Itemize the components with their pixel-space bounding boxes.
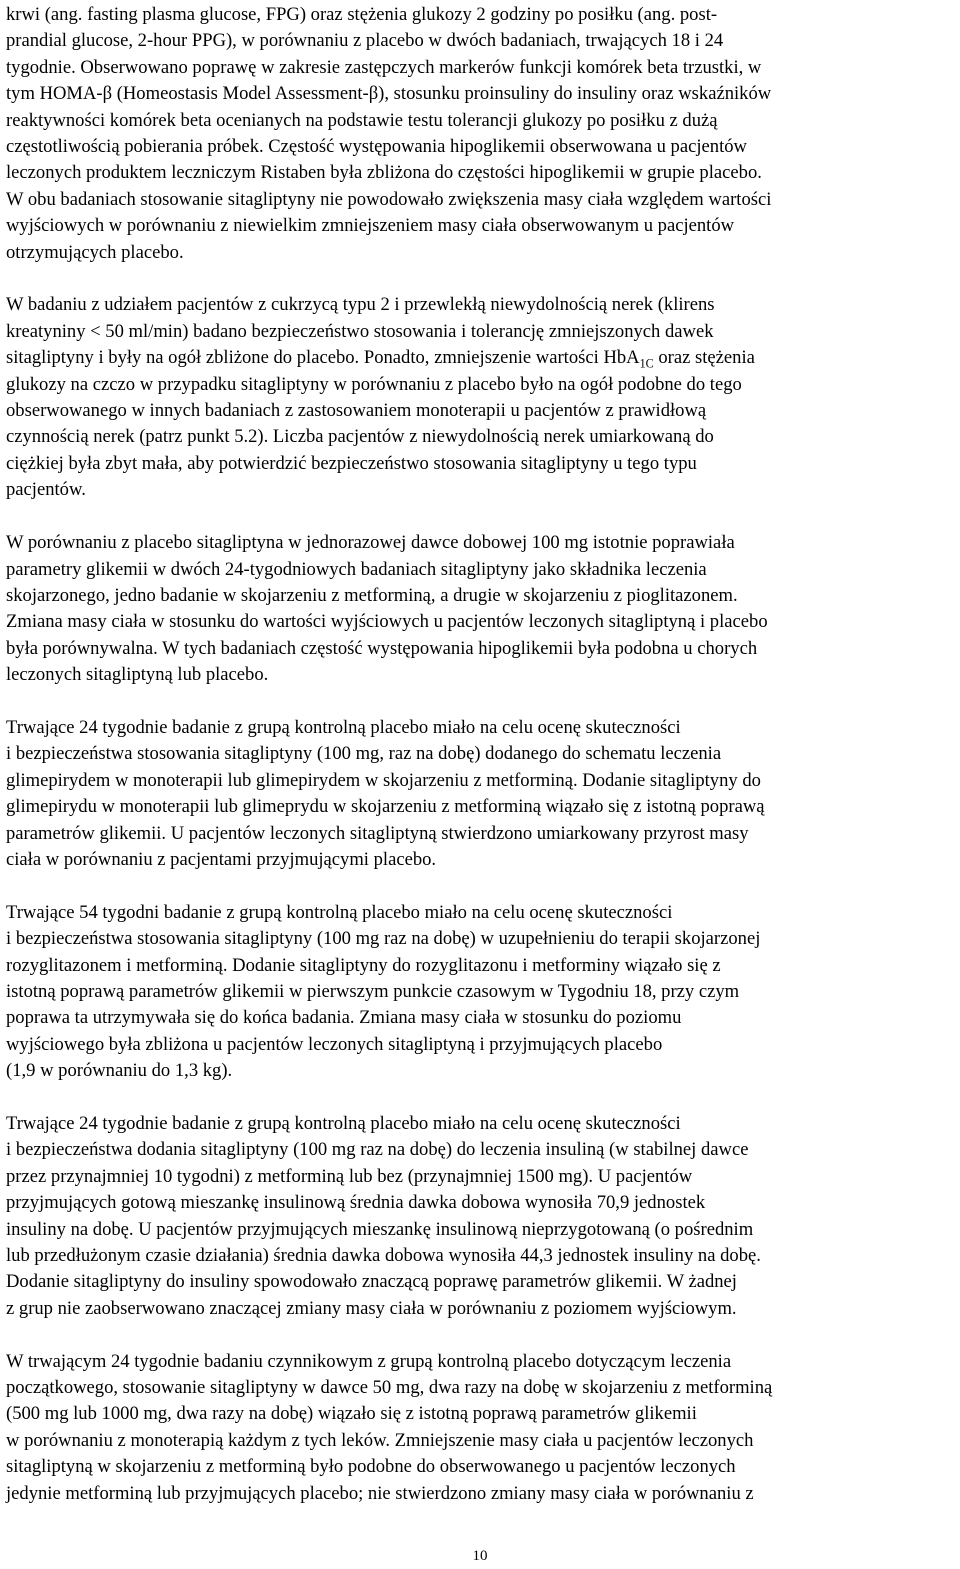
paragraph-insulin-study: Trwające 24 tygodnie badanie z grupą kontrolną placebo miało na celu ocenę skuteczności i bezpieczeństwa dodania sitagliptyny (100 mg raz na dobę) do leczenia insuliną (w stabilnej dawce przez przynajmniej 10 tygodni) z metforminą lub bez (przynajmniej 1500 mg). U pacjentów przyjmujących gotową mieszankę insulinową średnia dawka dobowa wynosiła 70,9 jednostek insuliny na dobę. U pacjentów przyjmujących mieszankę insulinową nieprzygotowaną (o pośrednim lub przedłużonym czasie działania) średnia dawka dobowa wynosiła 44,3 jednostek insuliny na dobę. Dodanie sitagliptyny do insuliny spowodowało znaczącą poprawę parametrów glikemii. W żadnej z grup nie zaobserwowano znaczącej zmiany masy ciała w porównaniu z poziomem wyjściowym. xyxy=(6,1112,761,1319)
paragraph-rosiglitazone-study: Trwające 54 tygodni badanie z grupą kontrolną placebo miało na celu ocenę skuteczności i bezpieczeństwa stosowania sitagliptyny (100 mg raz na dobę) w uzupełnieniu do terapii skojarzonej rozyglitazonem i metforminą. Dodanie sitagliptyny do rozyglitazonu i metforminy wiązało się z istotną poprawą parametrów glikemii w pierwszym punkcie czasowym w Tygodniu 18, przy czym poprawa ta utrzymywała się do końca badania. Zmiana masy ciała w stosunku do poziomu wyjściowego była zbliżona u pacjentów leczonych sitagliptyną i przyjmujących placebo (1,9 w porównaniu do 1,3 kg). xyxy=(6,901,761,1082)
document-body xyxy=(6,2,952,1533)
paragraph-factorial-study: W trwającym 24 tygodnie badaniu czynnikowym z grupą kontrolną placebo dotyczącym leczenia początkowego, stosowanie sitagliptyny w dawce 50 mg, dwa razy na dobę w skojarzeniu z metforminą (500 mg lub 1000 mg, dwa razy na dobę) wiązało się z istotną poprawą parametrów glikemii w porównaniu z monoterapią każdym z tych leków. Zmniejszenie masy ciała u pacjentów leczonych sitagliptyną w skojarzeniu z metforminą było podobne do obserwowanego u pacjentów leczonych jedynie metforminą lub przyjmujących placebo; nie stwierdzono zmiany masy ciała w porównaniu z xyxy=(6,1350,773,1504)
paragraph-glycemic-markers: krwi (ang. fasting plasma glucose, FPG) oraz stężenia glukozy 2 godziny po posiłku (ang. post- prandial glucose, 2-hour PPG), w porównaniu z placebo w dwóch badaniach, trwających 18 i 24 tygodnie. Obserwowano poprawę w zakresie zastępczych markerów funkcji komórek beta trzustki, w tym HOMA-β (Homeostasis Model Assessment-β), stosunku proinsuliny do insuliny oraz wskaźników reaktywności komórek beta ocenianych na podstawie testu tolerancji glukozy po posiłku z dużą częstotliwością pobierania próbek. Częstość występowania hipoglikemii obserwowana u pacjentów leczonych produktem leczniczym Ristaben była zbliżona do częstości hipoglikemii w grupie placebo. W obu badaniach stosowanie sitagliptyny nie powodowało zwiększenia masy ciała względem wartości wyjściowych w porównaniu z niewielkim zmniejszeniem masy ciała obserwowanym u pacjentów otrzymujących placebo. xyxy=(6,4,772,263)
page-number: 10 xyxy=(472,1548,488,1564)
paragraph-combination-therapy: W porównaniu z placebo sitagliptyna w jednorazowej dawce dobowej 100 mg istotnie poprawiała parametry glikemii w dwóch 24-tygodniowych badaniach sitagliptyny jako składnika leczenia skojarzonego, jedno badanie w skojarzeniu z metforminą, a drugie w skojarzeniu z pioglitazonem. Zmiana masy ciała w stosunku do wartości wyjściowych u pacjentów leczonych sitagliptyną i placebo była porównywalna. W tych badaniach częstość występowania hipoglikemii była podobna u chorych leczonych sitagliptyną lub placebo. xyxy=(6,532,768,686)
paragraph-glimepiride-study: Trwające 24 tygodnie badanie z grupą kontrolną placebo miało na celu ocenę skuteczności i bezpieczeństwa stosowania sitagliptyny (100 mg, raz na dobę) dodanego do schematu leczenia glimepirydem w monoterapii lub glimepirydem w skojarzeniu z metforminą. Dodanie sitagliptyny do glimepirydu w monoterapii lub glimeprydu w skojarzeniu z metforminą wiązało się z istotną poprawą parametrów glikemii. U pacjentów leczonych sitagliptyną stwierdzono umiarkowany przyrost masy ciała w porównaniu z pacjentami przyjmującymi placebo. xyxy=(6,716,765,870)
paragraph-renal-insufficiency: W badaniu z udziałem pacjentów z cukrzycą typu 2 i przewlekłą niewydolnością nerek (klirens kreatyniny < 50 ml/min) badano bezpieczeństwo stosowania i tolerancję zmniejszonych dawek sitagliptyny i były na ogół zbliżone do placebo. Ponadto, zmniejszenie wartości HbA$_{1C}$ oraz stężenia glukozy na czczo w przypadku sitagliptyny w porównaniu z placebo było na ogół podobne do tego obserwowanego w innych badaniach z zastosowaniem monoterapii u pacjentów z prawidłową czynnością nerek (patrz punkt 5.2). Liczba pacjentów z niewydolnością nerek umiarkowaną do ciężkiej była zbyt mała, aby potwierdzić bezpieczeństwo stosowania sitagliptyny u tego typu pacjentów. xyxy=(6,294,755,501)
